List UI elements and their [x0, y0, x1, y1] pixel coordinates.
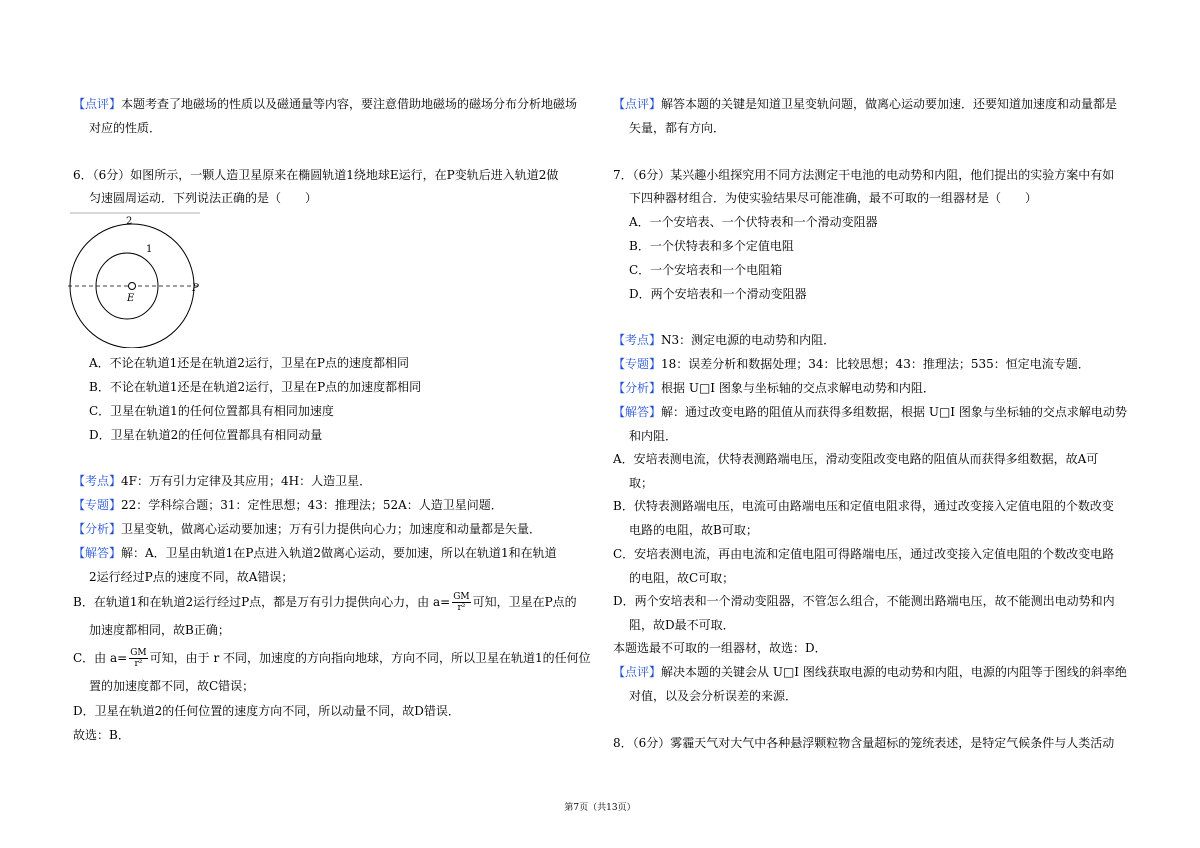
- q7-jieda-a1: A．安培表测电流，伏特表测路端电压，滑动变阻改变电路的阻值从而获得多组数据，故A可: [613, 452, 1099, 466]
- q6-stem: 6．（6分）如图所示，一颗人造卫星原来在椭圆轨道1绕地球E运行，在P变轨后进入轨道2做: [73, 168, 559, 182]
- q6-jieda: 【解答】解：A．卫星由轨道1在P点进入轨道2做离心运动，要加速，所以在轨道1和在轨道: [73, 546, 557, 560]
- q7-jieda-b2: 电路的电阻，故B可取；: [629, 523, 758, 537]
- q7-jieda-d1: D．两个安培表和一个滑动变阻器，不管怎么组合，不能测出路端电压，故不能测出电动势和内: [613, 594, 1115, 608]
- q7-option-b: B．一个伏特表和多个定值电阻: [629, 239, 794, 253]
- orbit-figure: [66, 208, 204, 348]
- label-E: E: [127, 293, 135, 304]
- q6-answer: 故选：B．: [73, 728, 130, 742]
- label-1: 1: [146, 244, 153, 255]
- q7-kaodian: 【考点】N3：测定电源的电动势和内阻．: [613, 333, 836, 347]
- review-q6-cont: 矢量，都有方向．: [629, 121, 726, 135]
- q6-option-c: C．卫星在轨道1的任何位置都具有相同加速度: [89, 404, 334, 418]
- q7-jieda-a2: 取；: [629, 476, 654, 490]
- formula-fraction: $\frac{GM}{\text{r²}}$: [130, 648, 147, 669]
- q6-option-a: A．不论在轨道1还是在轨道2运行，卫星在P点的速度都相同: [89, 356, 410, 370]
- q6-jieda-c2: 置的加速度都不同，故C错误；: [89, 679, 255, 693]
- q7-stem-cont: 下四种器材组合．为使实验结果尽可能准确，最不可取的一组器材是（ ）: [629, 191, 1038, 205]
- review-text: 本题考查了地磁场的性质以及磁通量等内容，要注意借助地磁场的磁场分布分析地磁场: [121, 97, 578, 111]
- q6-zhuanti: 【专题】22：学科综合题；31：定性思想；43：推理法；52A：人造卫星问题．: [73, 498, 503, 512]
- q8-stem: 8．（6分）雾霾天气对大气中各种悬浮颗粒物含量超标的笼统表述，是特定气候条件与人类活动: [613, 736, 1115, 750]
- q7-answer: 本题选最不可取的一组器材，故选：D．: [613, 641, 827, 655]
- q6-jieda-l2: 2运行经过P点的速度不同，故A错误；: [89, 570, 294, 584]
- review-q5-cont: 对应的性质．: [89, 121, 162, 135]
- label-P: P: [192, 283, 199, 294]
- q6-option-d: D．卫星在轨道2的任何位置都具有相同动量: [89, 428, 323, 442]
- q6-option-b: B．不论在轨道1还是在轨道2运行，卫星在P点的加速度都相同: [89, 380, 422, 394]
- q7-option-c: C．一个安培表和一个电阻箱: [629, 263, 783, 277]
- q6-kaodian: 【考点】4F：万有引力定律及其应用；4H：人造卫星．: [73, 474, 372, 488]
- q6-fenxi: 【分析】卫星变轨，做离心运动要加速；万有引力提供向心力；加速度和动量都是矢量．: [73, 522, 542, 536]
- q6-stem-cont: 匀速圆周运动．下列说法正确的是（ ）: [89, 191, 318, 205]
- q7-dianping-cont: 对值，以及会分析误差的来源．: [629, 689, 798, 703]
- review-q6: 【点评】解答本题的关键是知道卫星变轨问题，做离心运动要加速．还要知道加速度和动量都是: [613, 97, 1118, 111]
- formula-fraction: $\frac{GM}{\text{r²}}$: [453, 592, 470, 613]
- page-footer: 第7页（共13页）: [564, 803, 636, 813]
- q7-fenxi: 【分析】根据 U□I 图象与坐标轴的交点求解电动势和内阻．: [613, 381, 935, 395]
- q7-zhuanti: 【专题】18：误差分析和数据处理；34：比较思想；43：推理法；535：恒定电流专题．: [613, 357, 1090, 371]
- q7-jieda-c1: C．安培表测电流，再由电流和定值电阻可得路端电压，通过改变接入定值电阻的个数改变电路: [613, 547, 1115, 561]
- q7-jieda-l2: 和内阻．: [629, 429, 678, 443]
- label-2: 2: [126, 216, 133, 227]
- q6-jieda-d: D．卫星在轨道2的任何位置的速度方向不同，所以动量不同，故D错误．: [73, 704, 460, 718]
- q7-stem: 7．（6分）某兴趣小组探究用不同方法测定干电池的电动势和内阻，他们提出的实验方案中有如: [613, 168, 1115, 182]
- q7-option-a: A．一个安培表、一个伏特表和一个滑动变阻器: [629, 215, 878, 229]
- q7-option-d: D．两个安培表和一个滑动变阻器: [629, 287, 807, 301]
- q7-jieda-d2: 阻，故D最不可取．: [629, 618, 735, 632]
- review-tag: 【点评】: [73, 97, 122, 111]
- q6-jieda-b: B．在轨道1和在轨道2运行经过P点，都是万有引力提供向心力，由 a= $\frac{GM}{\text{r²}}$ 可知，卫星在P点的: [73, 592, 577, 613]
- q7-jieda-c2: 的电阻，故C可取；: [629, 571, 735, 585]
- q7-jieda: 【解答】解：通过改变电路的阻值从而获得多组数据，根据 U□I 图象与坐标轴的交点求解电动势: [613, 405, 1127, 419]
- q6-jieda-b2: 加速度都相同，故B正确；: [89, 623, 230, 637]
- q6-jieda-c: C．由 a= $\frac{GM}{\text{r²}}$ 可知，由于 r 不同，加速度的方向指向地球，方向不同，所以卫星在轨道1的任何位: [73, 648, 591, 669]
- q7-jieda-b1: B．伏特表测路端电压，电流可由路端电压和定值电阻求得，通过改变接入定值电阻的个数改变: [613, 499, 1114, 513]
- q7-dianping: 【点评】解决本题的关键会从 U□I 图线获取电源的电动势和内阻，电源的内阻等于图线的斜率绝: [613, 665, 1127, 679]
- earth-point: [129, 283, 136, 290]
- review-q5: [73, 96, 577, 112]
